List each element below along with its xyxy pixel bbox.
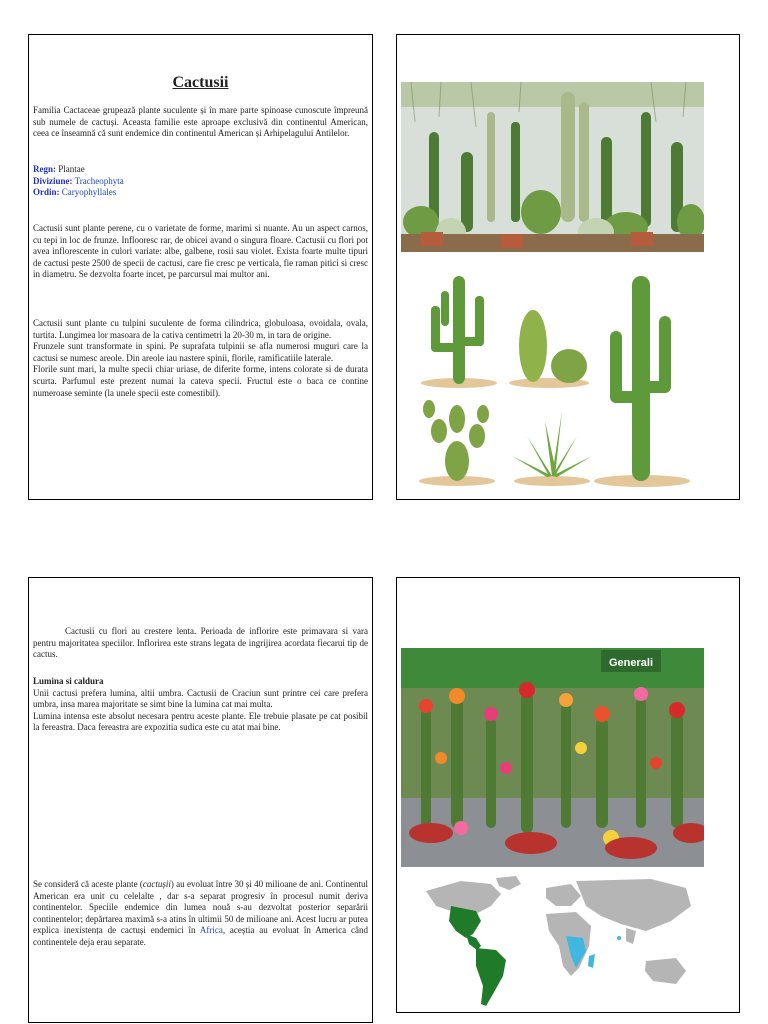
agave-icon <box>512 411 592 477</box>
light-heat-section <box>33 676 368 734</box>
store-sign: Generali <box>609 657 654 669</box>
leaves-paragraph: Frunzele sunt transformate in spini. Pe suprafata tulpinii se afla numerosi muguri care la cactusi se numesc areole. Din areole iau nastere spinii, florile, ramificatiile laterale. <box>33 341 368 363</box>
window-paragraph: Lumina intensa este absolut necesara pentru aceste plante. Ele trebuie plasate pe cat posibil la fereastra. Daca fereastra are expozitia sudica este cu atat mai bine. <box>33 710 368 733</box>
saguaro-cactus-icon <box>610 276 671 481</box>
light-paragraph: Unii cactusi prefera lumina, altii umbra. Cactusii de Craciun sunt printre cei care prefera umbra, insa marea majoritate se simt bine la lumina cat mai multa. <box>33 687 368 710</box>
world-distribution-map <box>421 876 701 1011</box>
flowers-paragraph: Florile sunt mari, la multe specii chiar uriase, de diferite forme, intens colorate si de durata scurta. Parfumul este prezent numai la cateva specii. Fructul este o baca ce contine numeroase seminte (la unele specii este comestibil). <box>33 364 368 398</box>
taxonomy-ordin: Ordin: Caryophyllales <box>33 187 117 198</box>
stem-paragraph: Cactusii sunt plante cu tulpini suculente de forma cilindrica, globuloasa, ovoidala, ovala, turtita. Lungimea lor masoara de la cativa centimetri la 20-30 m, in tara de origine. <box>33 318 368 340</box>
morphology-block <box>33 318 368 399</box>
page-2 <box>396 34 740 500</box>
intro-paragraph: Familia Cactaceae grupează plante suculente și în mare parte spinoase cunoscute împreună sub numele de cactuși. Aceasta familie este aproape exclusivă din continentul American, ceea ce înseamnă că sunt endemice din continentul American și Arhipelagului Antilelor. <box>33 105 368 139</box>
barrel-cactus-icon <box>519 310 587 383</box>
branched-cactus-icon <box>431 276 484 384</box>
page-3 <box>28 577 373 1023</box>
section-heading: Lumina si caldura <box>33 676 104 686</box>
flowering-paragraph: Cactusii cu flori au crestere lenta. Perioada de inflorire este primavara si vara pentru majoritatea speciilor. Inflorirea este strans legata de ingrijirea acordata fiecarui tip de cactus. <box>33 626 368 660</box>
description-paragraph: Cactusii sunt plante perene, cu o varietate de forme, marimi si nuante. Au un aspect carnos, cu tepi in loc de frunze. Inflooresc rar, de obicei avand o singura floare. Cactusii cu flori pot avea inflorescente in culori variate: albe, galbene, rosii sau violet. Exista foarte multe tipuri de cactusi peste 2500 de specii de cactusi, care fie cresc pe verticala, fie raman pitici si cresc in diametru. Se dezvolta foarte incet, pe parcursul mai multor ani. <box>33 223 368 280</box>
africa-link[interactable]: Africa <box>199 925 223 936</box>
prickly-pear-icon <box>423 400 489 481</box>
flowering-cacti-photo <box>401 648 704 867</box>
taxonomy-regn: Regn: Plantae <box>33 164 85 174</box>
evolution-paragraph: Se consideră că aceste plante (cactușii) au evoluat între 30 și 40 milioane de ani. Continentul American era unit cu celelalte , dar s-a separat progresiv în procesul numit deriva continentelor. Speciile endemice din lumea nouă s-au dezvoltat posterior separării continentelor; depărtarea maximă s-a atins în ultimii 50 de milioane ani. Acest lucru ar putea explica inexistența de cactuși endemici în Africa, aceștia au evoluat în America când continentele deja erau separate. <box>33 879 368 947</box>
greenhouse-cactus-photo <box>401 82 704 252</box>
page-4 <box>396 577 740 1013</box>
page-title: Cactusii <box>172 74 229 91</box>
cactus-types-illustration <box>417 271 697 491</box>
taxonomy-block <box>33 164 368 199</box>
page-1 <box>28 34 373 500</box>
taxonomy-diviziune: Diviziune: Tracheophyta <box>33 175 124 186</box>
